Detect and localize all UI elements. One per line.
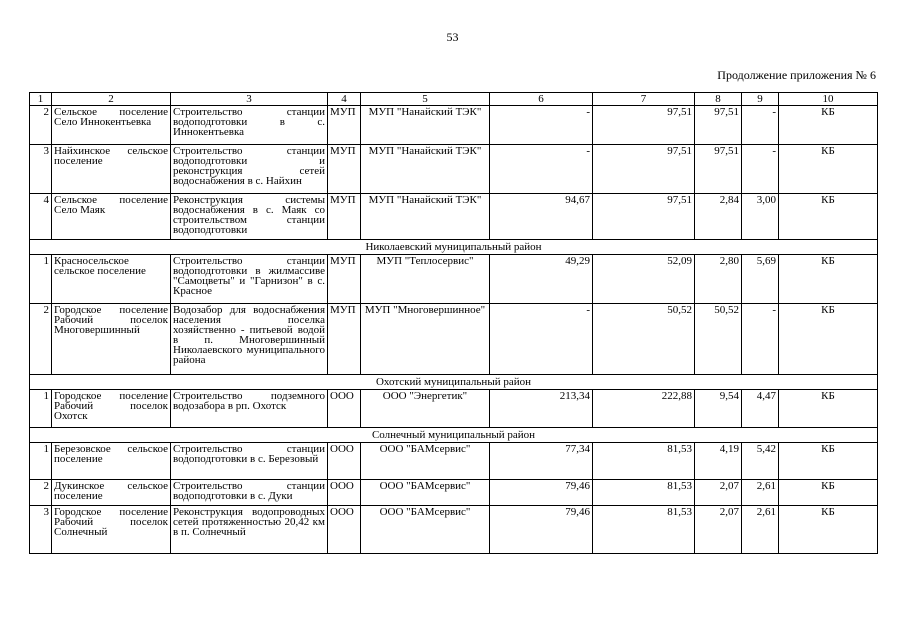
- row-number: 1: [30, 255, 52, 304]
- table-row: [30, 194, 878, 240]
- value-col8: 4,19: [695, 443, 742, 480]
- table-row: [30, 106, 878, 145]
- project-description: Строительство станции водоподготовки в с. Иннокентьевка: [171, 106, 328, 145]
- organization-name: ООО "БАМсервис": [361, 506, 490, 554]
- row-number: 3: [30, 145, 52, 194]
- value-col7: 222,88: [593, 390, 695, 428]
- value-col6: 79,46: [490, 506, 593, 554]
- value-col7: 97,51: [593, 145, 695, 194]
- value-col9: 3,00: [742, 194, 779, 240]
- value-col9: -: [742, 145, 779, 194]
- value-col9: 5,69: [742, 255, 779, 304]
- project-description: Строительство подземного водозабора в рп. Охотск: [171, 390, 328, 428]
- org-form: МУП: [328, 194, 361, 240]
- value-col7: 50,52: [593, 304, 695, 375]
- value-col6: 49,29: [490, 255, 593, 304]
- data-table: [29, 92, 878, 554]
- table-row: [30, 145, 878, 194]
- value-col7: 81,53: [593, 443, 695, 480]
- row-number: 2: [30, 304, 52, 375]
- funding-source: КБ: [779, 145, 878, 194]
- funding-source: КБ: [779, 255, 878, 304]
- project-description: Строительство станции водоподготовки в с. Дуки: [171, 480, 328, 506]
- value-col6: 77,34: [490, 443, 593, 480]
- table-row: [30, 304, 878, 375]
- funding-source: КБ: [779, 443, 878, 480]
- organization-name: МУП "Нанайский ТЭК": [361, 106, 490, 145]
- funding-source: КБ: [779, 390, 878, 428]
- header-cell: 4: [328, 93, 361, 106]
- project-description: Реконструкция водопроводных сетей протяженностью 20,42 км в п. Солнечный: [171, 506, 328, 554]
- value-col8: 50,52: [695, 304, 742, 375]
- row-number: 2: [30, 106, 52, 145]
- org-form: МУП: [328, 106, 361, 145]
- funding-source: КБ: [779, 106, 878, 145]
- row-number: 1: [30, 390, 52, 428]
- value-col8: 97,51: [695, 145, 742, 194]
- value-col8: 2,84: [695, 194, 742, 240]
- settlement-name: Городское поселение Рабочий поселок Многовершинный: [52, 304, 171, 375]
- settlement-name: Найхинское сельское поселение: [52, 145, 171, 194]
- row-number: 3: [30, 506, 52, 554]
- value-col9: -: [742, 106, 779, 145]
- value-col6: 79,46: [490, 480, 593, 506]
- value-col7: 52,09: [593, 255, 695, 304]
- header-cell: 7: [593, 93, 695, 106]
- row-number: 2: [30, 480, 52, 506]
- value-col9: 5,42: [742, 443, 779, 480]
- org-form: ООО: [328, 506, 361, 554]
- organization-name: МУП "Нанайский ТЭК": [361, 194, 490, 240]
- value-col6: 213,34: [490, 390, 593, 428]
- project-description: Строительство станции водоподготовки в жилмассиве "Самоцветы" и "Гарнизон" в с. Красное: [171, 255, 328, 304]
- section-title: Охотский муниципальный район: [30, 375, 878, 390]
- value-col9: 4,47: [742, 390, 779, 428]
- funding-source: КБ: [779, 506, 878, 554]
- section-title: Солнечный муниципальный район: [30, 428, 878, 443]
- value-col8: 2,80: [695, 255, 742, 304]
- section-title: Николаевский муниципальный район: [30, 240, 878, 255]
- value-col8: 97,51: [695, 106, 742, 145]
- header-cell: 8: [695, 93, 742, 106]
- header-cell: 5: [361, 93, 490, 106]
- project-description: Строительство станции водоподготовки в с. Березовый: [171, 443, 328, 480]
- value-col6: -: [490, 145, 593, 194]
- value-col8: 2,07: [695, 480, 742, 506]
- section-header-row: [30, 240, 878, 255]
- page-number: 53: [446, 30, 459, 44]
- project-description: Реконструкция системы водоснабжения в с. Маяк со строительством станции водоподготовки: [171, 194, 328, 240]
- row-number: 4: [30, 194, 52, 240]
- header-cell: 1: [30, 93, 52, 106]
- settlement-name: Березовское сельское поселение: [52, 443, 171, 480]
- value-col9: 2,61: [742, 480, 779, 506]
- value-col8: 2,07: [695, 506, 742, 554]
- appendix-continuation-label: Продолжение приложения № 6: [717, 68, 876, 82]
- table-header-row: [30, 93, 878, 106]
- organization-name: ООО "БАМсервис": [361, 480, 490, 506]
- table-row: [30, 255, 878, 304]
- org-form: ООО: [328, 390, 361, 428]
- funding-source: КБ: [779, 480, 878, 506]
- org-form: ООО: [328, 480, 361, 506]
- settlement-name: Сельское поселение Село Иннокентьевка: [52, 106, 171, 145]
- value-col6: 94,67: [490, 194, 593, 240]
- settlement-name: Сельское поселение Село Маяк: [52, 194, 171, 240]
- funding-source: КБ: [779, 194, 878, 240]
- settlement-name: Дукинское сельское поселение: [52, 480, 171, 506]
- value-col7: 97,51: [593, 194, 695, 240]
- section-header-row: [30, 375, 878, 390]
- table-row: [30, 443, 878, 480]
- org-form: МУП: [328, 145, 361, 194]
- organization-name: МУП "Теплосервис": [361, 255, 490, 304]
- value-col7: 81,53: [593, 506, 695, 554]
- header-cell: 2: [52, 93, 171, 106]
- header-cell: 3: [171, 93, 328, 106]
- value-col7: 97,51: [593, 106, 695, 145]
- funding-source: КБ: [779, 304, 878, 375]
- org-form: МУП: [328, 304, 361, 375]
- value-col8: 9,54: [695, 390, 742, 428]
- settlement-name: Красносельское сельское поселение: [52, 255, 171, 304]
- org-form: МУП: [328, 255, 361, 304]
- header-cell: 9: [742, 93, 779, 106]
- table-row: [30, 390, 878, 428]
- organization-name: МУП "Нанайский ТЭК": [361, 145, 490, 194]
- organization-name: МУП "Многовершинное": [361, 304, 490, 375]
- organization-name: ООО "БАМсервис": [361, 443, 490, 480]
- header-cell: 10: [779, 93, 878, 106]
- header-cell: 6: [490, 93, 593, 106]
- value-col7: 81,53: [593, 480, 695, 506]
- value-col9: 2,61: [742, 506, 779, 554]
- table-row: [30, 480, 878, 506]
- value-col6: -: [490, 106, 593, 145]
- settlement-name: Городское поселение Рабочий поселок Солнечный: [52, 506, 171, 554]
- settlement-name: Городское поселение Рабочий поселок Охотск: [52, 390, 171, 428]
- section-header-row: [30, 428, 878, 443]
- value-col6: -: [490, 304, 593, 375]
- table-row: [30, 506, 878, 554]
- value-col9: -: [742, 304, 779, 375]
- project-description: Строительство станции водоподготовки и реконструкция сетей водоснабжения в с. Найхин: [171, 145, 328, 194]
- project-description: Водозабор для водоснабжения населения поселка хозяйственно - питьевой водой в п. Многовершинный Николаевского муниципального района: [171, 304, 328, 375]
- org-form: ООО: [328, 443, 361, 480]
- row-number: 1: [30, 443, 52, 480]
- organization-name: ООО "Энергетик": [361, 390, 490, 428]
